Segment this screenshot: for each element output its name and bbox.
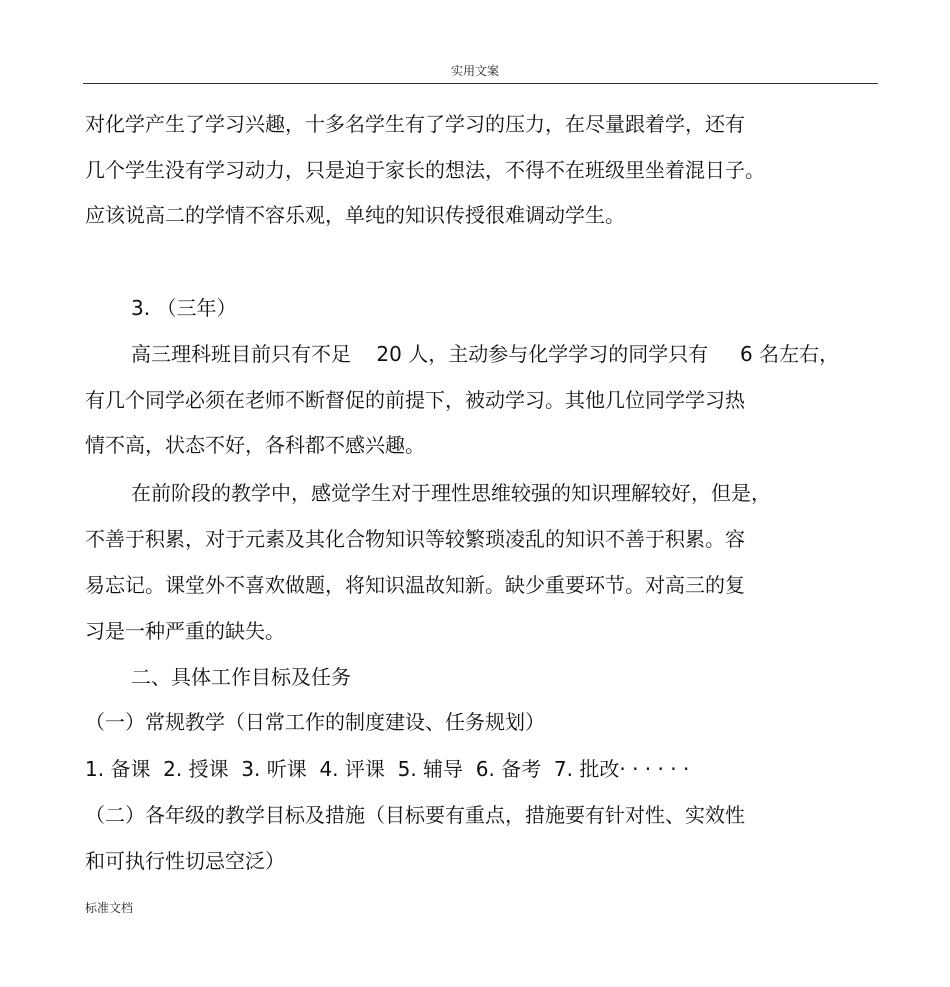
page-header: 实用文案 (450, 64, 499, 78)
paragraph-line: 和可执行性切忌空泛） (85, 849, 285, 873)
paragraph-line: 有几个同学必须在老师不断督促的前提下，被动学习。其他几位同学学习热 (85, 388, 745, 412)
paragraph-line: 高三理科班目前只有不足 20 人，主动参与化学学习的同学只有 6 名左右， (131, 342, 840, 366)
paragraph-line: 在前阶段的教学中，感觉学生对于理性思维较强的知识理解较好，但是， (131, 481, 771, 505)
paragraph-line: 情不高，状态不好，各科都不感兴趣。 (85, 433, 425, 457)
paragraph-line: 不善于积累，对于元素及其化合物知识等较繁琐凌乱的知识不善于积累。容 (85, 527, 745, 551)
task-list-line: 1. 备课 2. 授课 3. 听课 4. 评课 5. 辅导 6. 备考 7. 批改· · · · · · (85, 757, 690, 781)
paragraph-line: 易忘记。课堂外不喜欢做题，将知识温故知新。缺少重要环节。对高三的复 (85, 573, 745, 597)
subsection-heading: （一）常规教学（日常工作的制度建设、任务规划） (85, 710, 545, 734)
section-heading: 3. （三年） (131, 296, 237, 320)
header-divider (83, 83, 878, 84)
page-footer: 标准文档 (85, 901, 134, 915)
paragraph-line: 习是一种严重的缺失。 (85, 619, 285, 643)
section-heading: 二、具体工作目标及任务 (131, 665, 351, 689)
paragraph-line: 对化学产生了学习兴趣，十多名学生有了学习的压力，在尽量跟着学，还有 (85, 112, 745, 136)
paragraph-line: 几个学生没有学习动力，只是迫于家长的想法，不得不在班级里坐着混日子。 (85, 158, 765, 182)
paragraph-line: 应该说高二的学情不容乐观，单纯的知识传授很难调动学生。 (85, 203, 625, 227)
subsection-heading: （二）各年级的教学目标及措施（目标要有重点，措施要有针对性、实效性 (85, 803, 745, 827)
